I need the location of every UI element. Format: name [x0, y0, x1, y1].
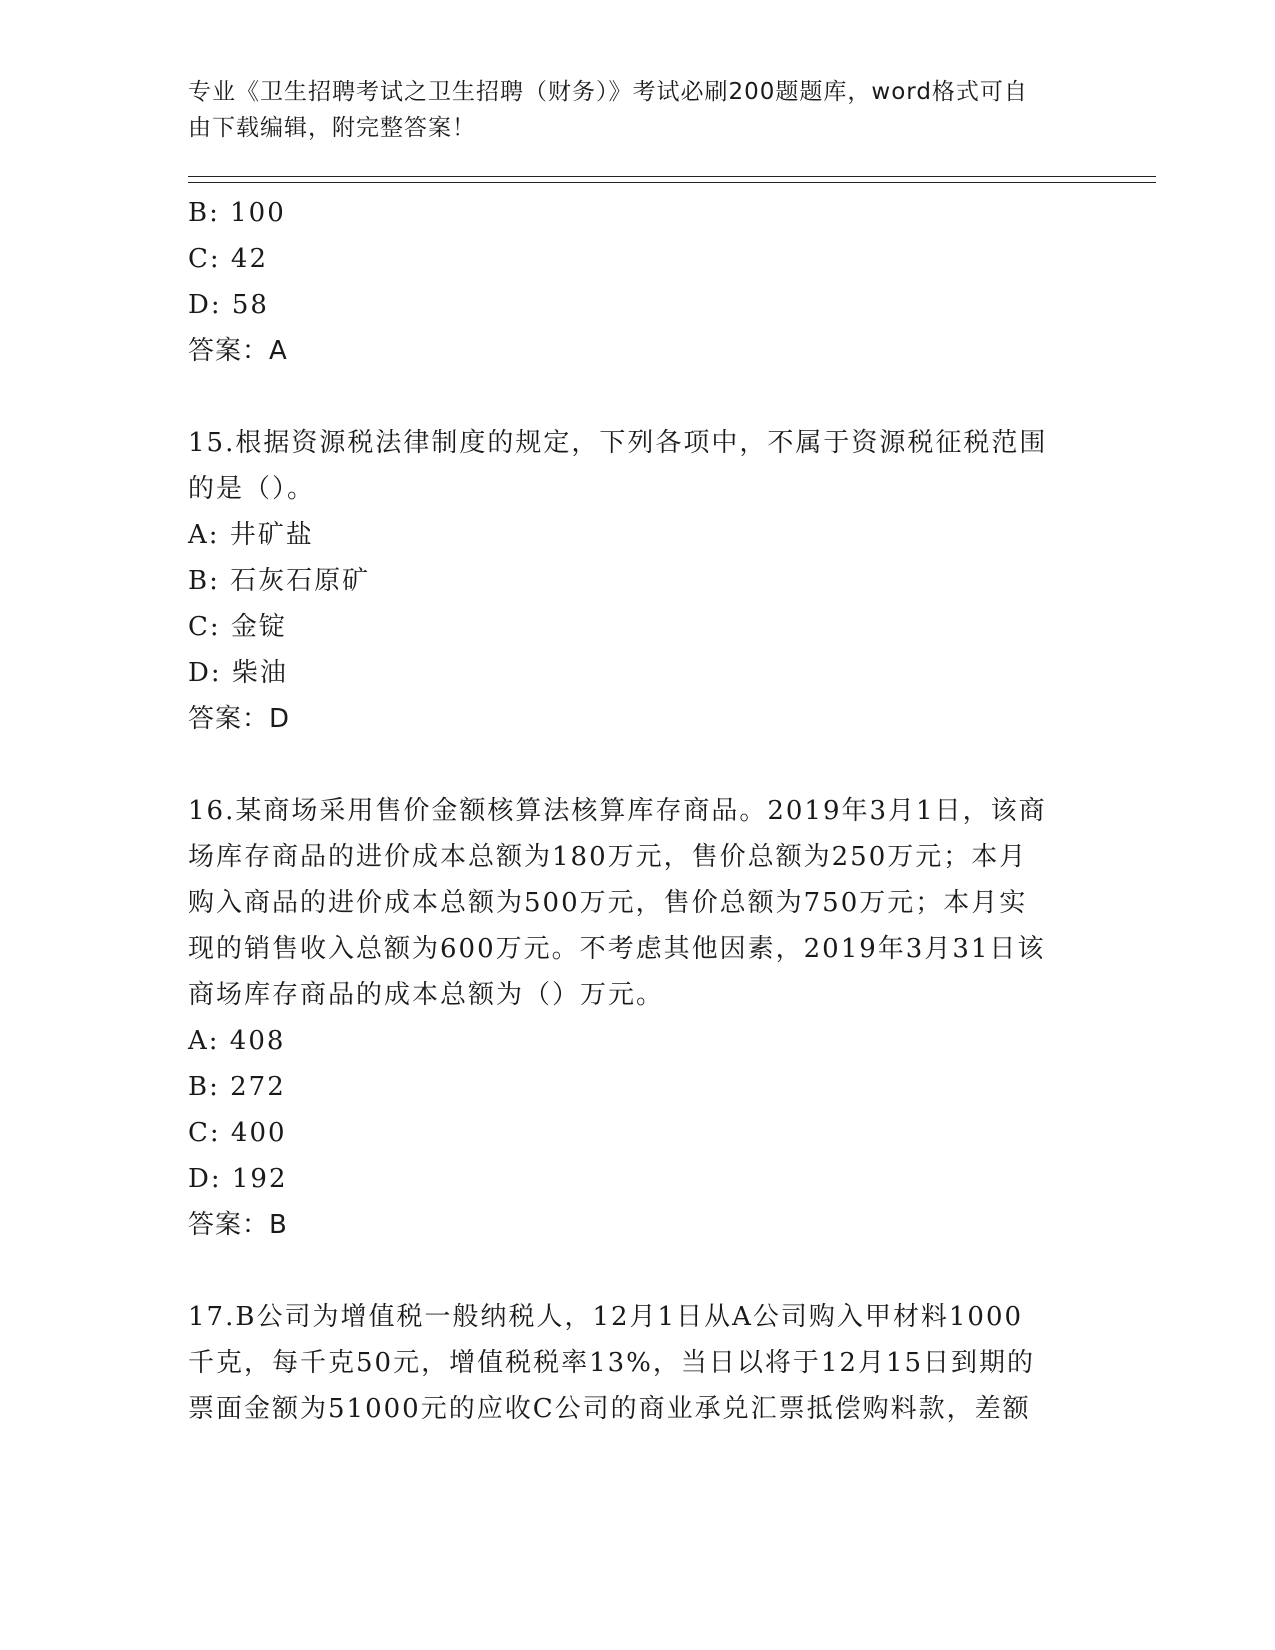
question-text: 16.某商场采用售价金额核算法核算库存商品。2019年3月1日，该商: [188, 796, 1047, 826]
option-d: D: 192: [188, 1164, 288, 1194]
option-d: D: 柴油: [188, 658, 288, 688]
header-divider: [188, 176, 1156, 177]
question-16: [188, 788, 1088, 1248]
answer: 答案：A: [188, 336, 288, 366]
option-b: B: 272: [188, 1072, 286, 1102]
question-14: [188, 190, 1088, 374]
document-body: [188, 190, 1088, 1432]
option-c: C: 42: [188, 244, 269, 274]
header-line: 专业《卫生招聘考试之卫生招聘（财务）》考试必刷200题题库，word格式可自: [188, 79, 1028, 105]
question-text: 购入商品的进价成本总额为500万元，售价总额为750万元；本月实: [188, 888, 1028, 918]
answer: 答案：B: [188, 1210, 288, 1240]
question-text: 票面金额为51000元的应收C公司的商业承兑汇票抵偿购料款，差额: [188, 1394, 1031, 1424]
question-text: 15.根据资源税法律制度的规定，下列各项中，不属于资源税征税范围: [188, 428, 1048, 458]
question-17: [188, 1294, 1088, 1432]
option-d: D: 58: [188, 290, 269, 320]
question-text: 现的销售收入总额为600万元。不考虑其他因素，2019年3月31日该: [188, 934, 1046, 964]
document-header: [188, 74, 1068, 146]
header-divider: [188, 182, 1156, 183]
question-text: 的是（）。: [188, 474, 316, 504]
question-text: 商场库存商品的成本总额为（）万元。: [188, 980, 665, 1010]
option-b: B: 石灰石原矿: [188, 566, 371, 596]
spacer: [188, 742, 1088, 788]
spacer: [188, 374, 1088, 420]
option-a: A: 408: [188, 1026, 286, 1056]
question-15: [188, 420, 1088, 742]
question-text: 场库存商品的进价成本总额为180万元，售价总额为250万元；本月: [188, 842, 1028, 872]
spacer: [188, 1248, 1088, 1294]
option-c: C: 400: [188, 1118, 287, 1148]
header-line: 由下载编辑，附完整答案！: [188, 115, 476, 141]
question-text: 千克，每千克50元，增值税税率13%，当日以将于12月15日到期的: [188, 1348, 1036, 1378]
question-text: 17.B公司为增值税一般纳税人，12月1日从A公司购入甲材料1000: [188, 1302, 1024, 1332]
answer: 答案：D: [188, 704, 291, 734]
option-b: B: 100: [188, 198, 286, 228]
option-a: A: 井矿盐: [188, 520, 314, 550]
option-c: C: 金锭: [188, 612, 287, 642]
